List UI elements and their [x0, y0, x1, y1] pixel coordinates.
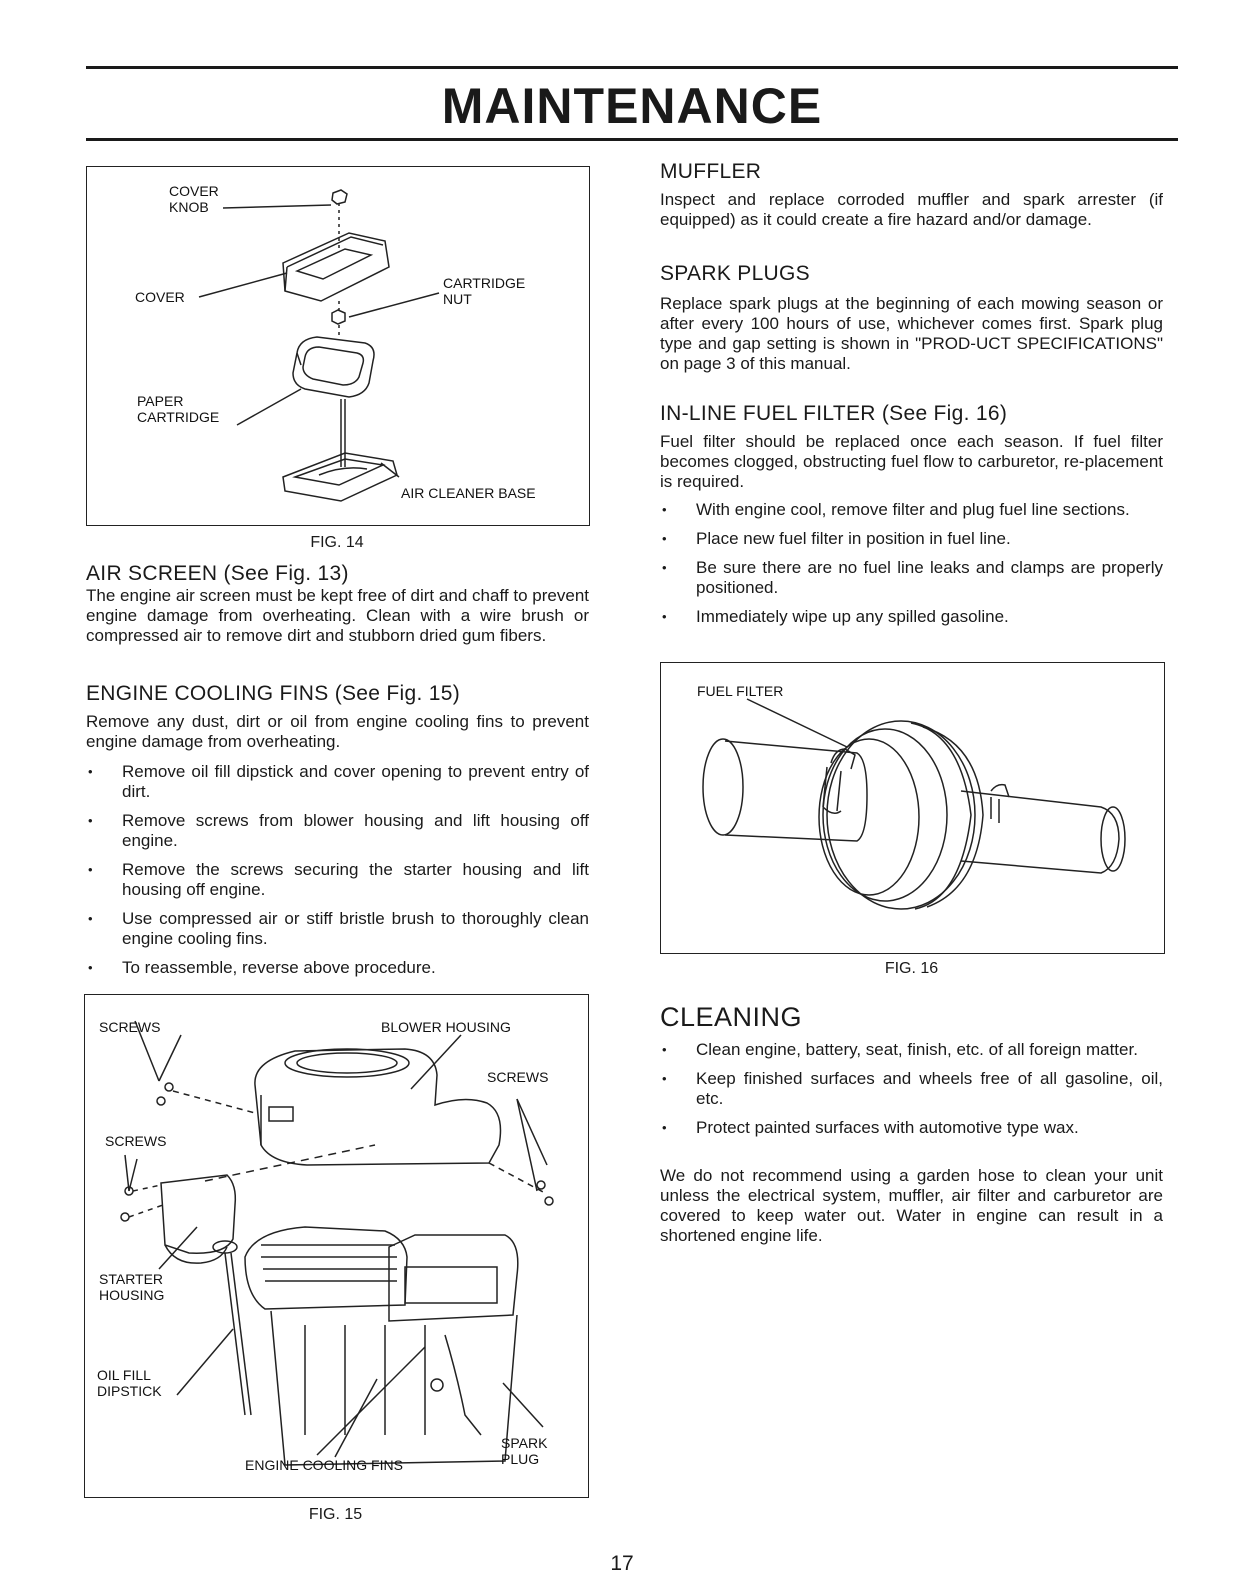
- label-screws-top-left: SCREWS: [99, 1019, 161, 1035]
- list-item: • Remove the screws securing the starter housing and lift housing off engine.: [86, 860, 589, 900]
- fig14-caption: FIG. 14: [310, 534, 364, 551]
- fuel-filter-heading: IN-LINE FUEL FILTER (See Fig. 16): [660, 402, 1008, 425]
- air-screen-heading: AIR SCREEN (See Fig. 13): [86, 562, 349, 585]
- label-spark-plug: SPARK PLUG: [501, 1435, 548, 1467]
- cleaning-text: We do not recommend using a garden hose to clean your unit unless the electrical system, muffler, air filter and carburetor are covered to keep water out. Water in engine can result in a shortened engine life.: [660, 1166, 1163, 1245]
- label-oil-fill-dipstick: OIL FILL DIPSTICK: [97, 1367, 162, 1399]
- label-engine-cooling-fins: ENGINE COOLING FINS: [245, 1457, 403, 1473]
- list-item: • To reassemble, reverse above procedure.: [86, 958, 589, 978]
- fuel-filter-text: Fuel filter should be replaced once each season. If fuel filter becomes clogged, obstructing fuel flow to carburetor, re-placement is required.: [660, 432, 1163, 491]
- cooling-fins-steps: [86, 762, 589, 987]
- cleaning-heading: CLEANING: [660, 1002, 803, 1032]
- list-item: • Protect painted surfaces with automotive type wax.: [660, 1118, 1163, 1138]
- label-cover: COVER: [135, 289, 185, 305]
- label-starter-housing: STARTER HOUSING: [99, 1271, 165, 1303]
- label-screws-left: SCREWS: [105, 1133, 167, 1149]
- label-blower-housing: BLOWER HOUSING: [381, 1019, 511, 1035]
- spark-plugs-text: Replace spark plugs at the beginning of each mowing season or after every 100 hours of use, whichever comes first. Spark plug type and gap setting is shown in "PROD-UCT SPECIFICATIONS" on page 3 of this manual.: [660, 294, 1163, 373]
- muffler-heading: MUFFLER: [660, 160, 762, 183]
- fig16-illustration: [661, 663, 1164, 953]
- fig16-caption: FIG. 16: [884, 960, 939, 977]
- label-air-cleaner-base: AIR CLEANER BASE: [401, 485, 536, 501]
- list-item: • Clean engine, battery, seat, finish, etc. of all foreign matter.: [660, 1040, 1163, 1060]
- top-rule: [86, 66, 1178, 69]
- list-item: • Place new fuel filter in position in fuel line.: [660, 529, 1163, 549]
- page-number: 17: [610, 1552, 634, 1575]
- page-title: MAINTENANCE: [441, 78, 823, 134]
- list-item: • Remove oil fill dipstick and cover opening to prevent entry of dirt.: [86, 762, 589, 802]
- cooling-fins-text: Remove any dust, dirt or oil from engine cooling fins to prevent engine damage from overheating.: [86, 712, 589, 751]
- fig14-air-cleaner-diagram: [86, 166, 590, 526]
- fig14-illustration: [87, 167, 589, 525]
- cleaning-steps: [660, 1040, 1163, 1147]
- list-item: • Keep finished surfaces and wheels free of all gasoline, oil, etc.: [660, 1069, 1163, 1109]
- list-item: • Remove screws from blower housing and lift housing off engine.: [86, 811, 589, 851]
- fig15-caption: FIG. 15: [308, 1506, 363, 1523]
- title-rule: [86, 138, 1178, 141]
- fuel-filter-steps: [660, 500, 1163, 636]
- list-item: • Immediately wipe up any spilled gasoline.: [660, 607, 1163, 627]
- list-item: • Be sure there are no fuel line leaks and clamps are properly positioned.: [660, 558, 1163, 598]
- muffler-text: Inspect and replace corroded muffler and spark arrester (if equipped) as it could create a fire hazard and/or damage.: [660, 190, 1163, 229]
- fig15-engine-diagram: [84, 994, 589, 1498]
- list-item: • Use compressed air or stiff bristle brush to thoroughly clean engine cooling fins.: [86, 909, 589, 949]
- cooling-fins-heading: ENGINE COOLING FINS (See Fig. 15): [86, 682, 460, 705]
- list-item: • With engine cool, remove filter and plug fuel line sections.: [660, 500, 1163, 520]
- label-fuel-filter: FUEL FILTER: [697, 683, 784, 699]
- air-screen-text: The engine air screen must be kept free of dirt and chaff to prevent engine damage from overheating. Clean with a wire brush or compressed air to remove dirt and stubborn dried gum fibers.: [86, 586, 589, 645]
- label-cartridge-nut: CARTRIDGE NUT: [443, 275, 526, 307]
- label-screws-right: SCREWS: [487, 1069, 549, 1085]
- label-paper-cartridge: PAPER CARTRIDGE: [137, 393, 220, 425]
- fig16-fuel-filter-diagram: [660, 662, 1165, 954]
- spark-plugs-heading: SPARK PLUGS: [660, 262, 810, 285]
- label-cover-knob: COVER KNOB: [169, 183, 219, 215]
